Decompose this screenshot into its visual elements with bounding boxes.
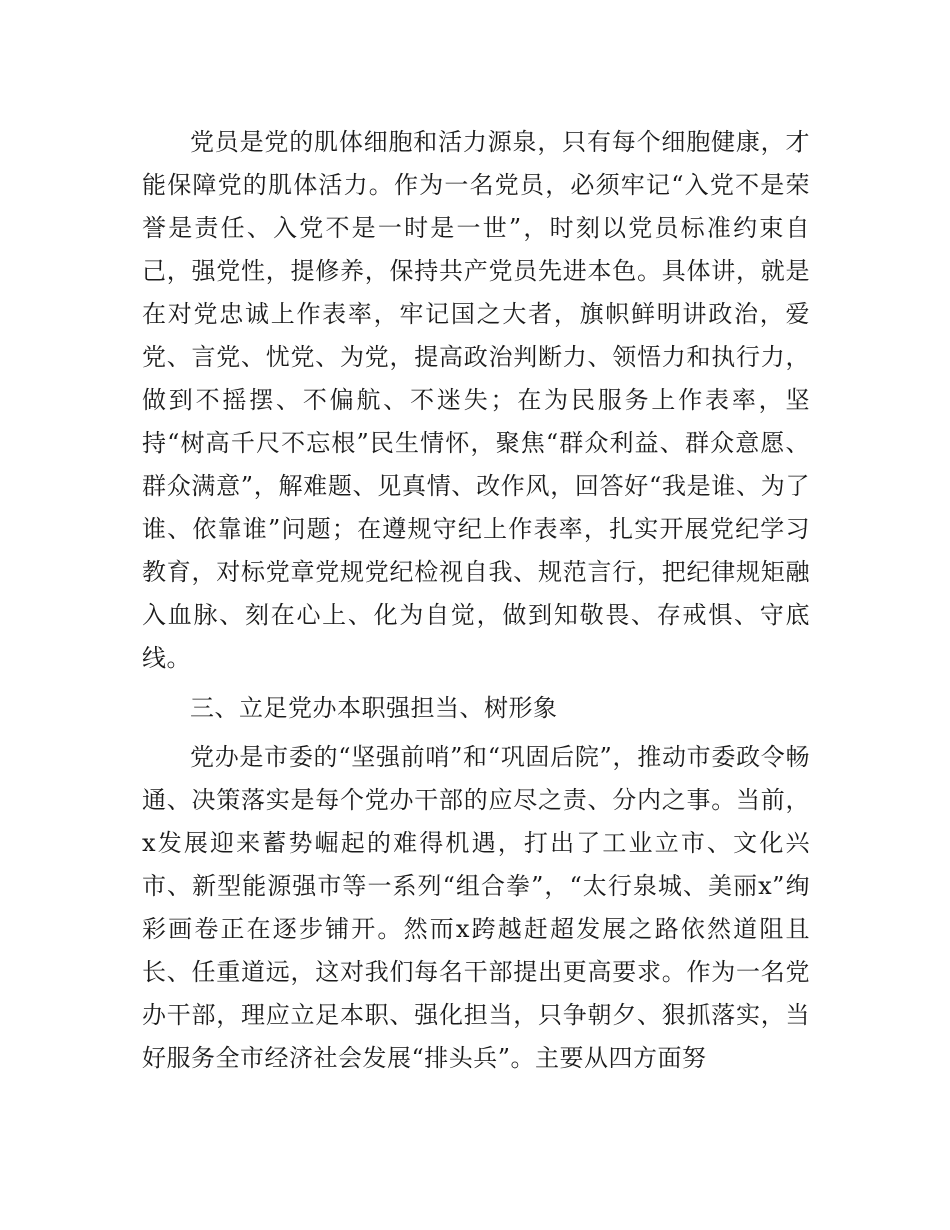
section-heading-3: 三、立足党办本职强担当、树形象 [190, 694, 558, 722]
document-body [142, 121, 810, 1080]
body-paragraph-party-members: 党员是党的肌体细胞和活力源泉，只有每个细胞健康，才能保障党的肌体活力。作为一名党员，必须牢记“入党不是荣誉是责任、入党不是一时是一世”，时刻以党员标准约束自己，强党性，提修养，保持共产党员先进本色。具体讲，就是在对党忠诚上作表率，牢记国之大者，旗帜鲜明讲政治，爱党、言党、忧党、为党，提高政治判断力、领悟力和执行力，做到不摇摆、不偏航、不迷失；在为民服务上作表率，坚持“树高千尺不忘根”民生情怀，聚焦“群众利益、群众意愿、群众满意”，解难题、见真情、改作风，回答好“我是谁、为了谁、依靠谁”问题；在遵规守纪上作表率，扎实开展党纪学习教育，对标党章党规党纪检视自我、规范言行，把纪律规矩融入血脉、刻在心上、化为自觉，做到知敬畏、存戒惧、守底线。 [142, 128, 810, 672]
body-paragraph-party-office: 党办是市委的“坚强前哨”和“巩固后院”，推动市委政令畅通、决策落实是每个党办干部的应尽之责、分内之事。当前，x发展迎来蓄势崛起的难得机遇，打出了工业立市、文化兴市、新型能源强市等一系列“组合拳”，“太行泉城、美丽x”绚彩画卷正在逐步铺开。然而x跨越赶超发展之路依然道阻且长、任重道远，这对我们每名干部提出更高要求。作为一名党办干部，理应立足本职、强化担当，只争朝夕、狠抓落实，当好服务全市经济社会发展“排头兵”。主要从四方面努 [142, 743, 810, 1072]
